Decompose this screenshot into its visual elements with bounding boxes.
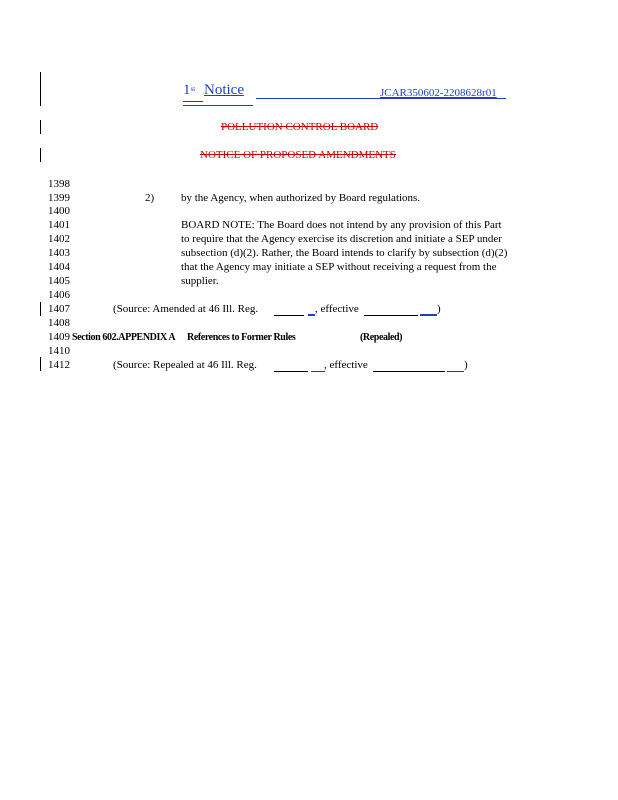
source-repealed-middle: , effective bbox=[324, 359, 368, 371]
change-bar bbox=[40, 357, 41, 371]
header-underline bbox=[183, 101, 203, 102]
line-number: 1405 bbox=[48, 275, 70, 287]
effective-blank-insert bbox=[447, 371, 464, 372]
source-amended-suffix: ) bbox=[437, 303, 441, 315]
line-number: 1403 bbox=[48, 247, 70, 259]
board-note-line: BOARD NOTE: The Board does not intend by any provision of this Part bbox=[181, 219, 502, 231]
section-title: References to Former Rules bbox=[187, 332, 296, 343]
line-number: 1407 bbox=[48, 303, 70, 315]
reg-blank bbox=[274, 315, 304, 316]
page-number: 1st bbox=[183, 82, 196, 98]
line-number: 1398 bbox=[48, 178, 70, 190]
line-number: 1409 bbox=[48, 331, 70, 343]
page-number-sup: st bbox=[190, 85, 196, 93]
notice-label: Notice bbox=[204, 82, 244, 98]
board-note-line: that the Agency may initiate a SEP without receiving a request from the bbox=[181, 261, 497, 273]
line-number: 1412 bbox=[48, 359, 70, 371]
line-number: 1401 bbox=[48, 219, 70, 231]
board-note-line: to require that the Agency exercise its discretion and initiate a SEP under bbox=[181, 233, 502, 245]
line-number: 1400 bbox=[48, 205, 70, 217]
line-number: 1404 bbox=[48, 261, 70, 273]
agency-title: POLLUTION CONTROL BOARD bbox=[221, 121, 379, 133]
source-repealed-suffix: ) bbox=[464, 359, 468, 371]
line-number: 1402 bbox=[48, 233, 70, 245]
line-number: 1410 bbox=[48, 345, 70, 357]
reg-blank-insert bbox=[311, 371, 325, 372]
change-bar bbox=[40, 120, 41, 134]
change-bar bbox=[40, 302, 41, 316]
item-number: 2) bbox=[145, 192, 155, 204]
line-number: 1408 bbox=[48, 317, 70, 329]
effective-blank bbox=[373, 371, 445, 372]
reg-blank-insert bbox=[308, 314, 315, 316]
section-status: (Repealed) bbox=[360, 332, 403, 343]
source-amended-middle: , effective bbox=[315, 303, 359, 315]
change-bar bbox=[40, 148, 41, 162]
change-bar bbox=[40, 72, 41, 106]
document-code: JCAR350602-2208628r01 bbox=[380, 87, 497, 99]
source-amended-prefix: (Source: Amended at 46 Ill. Reg. bbox=[113, 303, 259, 315]
board-note-line: supplier. bbox=[181, 275, 219, 287]
effective-blank-insert bbox=[420, 314, 437, 316]
line-number: 1406 bbox=[48, 289, 70, 301]
board-note-line: subsection (d)(2). Rather, the Board intends to clarify by subsection (d)(2) bbox=[181, 247, 508, 259]
section-label: Section 602.APPENDIX A bbox=[72, 332, 176, 343]
reg-blank bbox=[274, 371, 308, 372]
source-repealed-prefix: (Source: Repealed at 46 Ill. Reg. bbox=[113, 359, 257, 371]
notice-title: NOTICE OF PROPOSED AMENDMENTS bbox=[200, 149, 396, 161]
line-number: 1399 bbox=[48, 192, 70, 204]
effective-blank bbox=[364, 315, 418, 316]
header-underline bbox=[183, 105, 253, 106]
item-text: by the Agency, when authorized by Board regulations. bbox=[181, 192, 421, 204]
